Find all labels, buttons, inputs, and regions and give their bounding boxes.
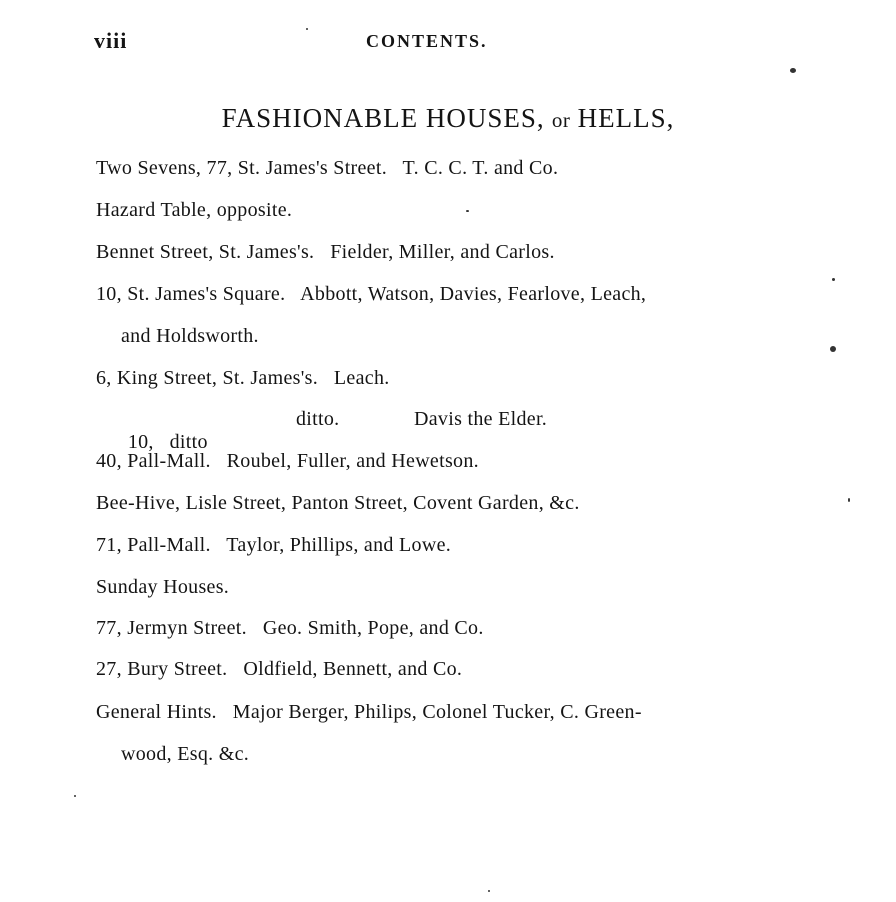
entry-ditto: ditto. xyxy=(296,408,340,430)
ink-speck xyxy=(466,210,469,212)
contents-entry: 27, Bury Street. Oldfield, Bennett, and Co. xyxy=(96,658,463,680)
page-number: viii xyxy=(94,28,128,53)
contents-entry: 40, Pall-Mall. Roubel, Fuller, and Hewetson. xyxy=(96,450,479,472)
ink-speck xyxy=(488,890,490,892)
entry-names: Davis the Elder. xyxy=(414,408,548,430)
ink-speck xyxy=(830,346,836,352)
ink-speck xyxy=(74,795,76,797)
contents-entry: Bennet Street, St. James's. Fielder, Miller, and Carlos. xyxy=(96,241,555,263)
section-title-main: FASHIONABLE HOUSES, xyxy=(221,103,545,133)
contents-entry: Hazard Table, opposite. xyxy=(96,199,293,221)
contents-entry: Two Sevens, 77, St. James's Street. T. C. C. T. and Co. xyxy=(96,157,559,179)
entry-address: 10, ditto xyxy=(127,431,208,453)
ink-speck xyxy=(848,498,850,502)
contents-entry-continuation: and Holdsworth. xyxy=(121,325,259,347)
ink-speck xyxy=(832,278,835,281)
section-title-end: HELLS, xyxy=(577,103,675,133)
section-title-or: or xyxy=(551,108,571,132)
contents-entry: 10, St. James's Square. Abbott, Watson, Davies, Fearlove, Leach, xyxy=(96,283,647,305)
section-title xyxy=(0,103,896,134)
ink-speck xyxy=(306,28,308,30)
contents-entry: Bee-Hive, Lisle Street, Panton Street, Covent Garden, &c. xyxy=(96,492,580,514)
running-head: CONTENTS. xyxy=(366,31,488,51)
contents-entry: 6, King Street, St. James's. Leach. xyxy=(96,367,390,389)
contents-entry: 77, Jermyn Street. Geo. Smith, Pope, and Co. xyxy=(96,617,484,639)
ink-speck xyxy=(790,68,796,73)
contents-entry: 71, Pall-Mall. Taylor, Phillips, and Lowe. xyxy=(96,534,452,556)
contents-entry: General Hints. Major Berger, Philips, Colonel Tucker, C. Green- xyxy=(96,701,642,723)
contents-entry-continuation: wood, Esq. &c. xyxy=(121,743,250,765)
contents-entry: Sunday Houses. xyxy=(96,576,230,598)
